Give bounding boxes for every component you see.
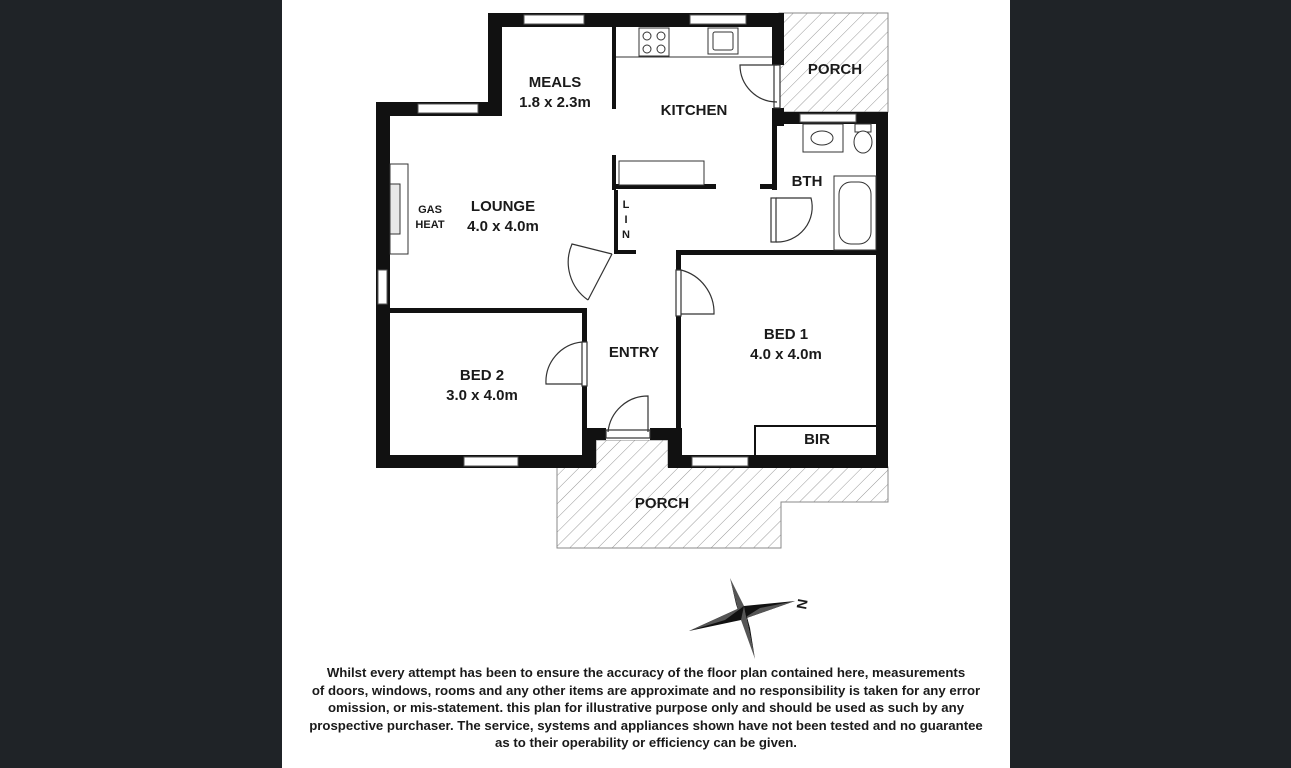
bed2-label: BED 2	[459, 367, 505, 384]
entry-label: ENTRY	[608, 344, 660, 361]
lounge-label: LOUNGE	[470, 198, 536, 215]
porch-rear-label: PORCH	[807, 61, 863, 78]
bir-label: BIR	[804, 431, 830, 448]
stove-icon	[639, 28, 669, 56]
bed2-dimensions: 3.0 x 4.0m	[446, 387, 518, 404]
linen-label-l: L	[622, 199, 630, 211]
disclaimer-line: of doors, windows, rooms and any other items are approximate and no responsibility is taken for any error	[311, 682, 981, 698]
floor-plan-sheet	[282, 0, 1010, 768]
gas-heat-label-line2: HEAT	[415, 219, 445, 231]
bathroom-label: BTH	[791, 173, 823, 190]
disclaimer-line: prospective purchaser. The service, systems and appliances shown have not been tested and no guarantee	[309, 717, 983, 733]
bathtub-icon	[834, 176, 876, 250]
compass-north-label: N	[793, 597, 811, 611]
fireplace-icon	[390, 164, 408, 254]
linen-label-i: I	[624, 214, 628, 226]
disclaimer-line: Whilst every attempt has been to ensure the accuracy of the floor plan contained here, measurements	[326, 665, 966, 680]
floor-plan-diagram	[282, 0, 1010, 660]
lounge-dimensions: 4.0 x 4.0m	[467, 218, 539, 235]
meals-dimensions: 1.8 x 2.3m	[519, 94, 591, 111]
bed1-label: BED 1	[763, 326, 809, 343]
bench-icon	[619, 161, 704, 185]
disclaimer-text	[300, 664, 992, 752]
disclaimer-line: as to their operability or efficiency can be given.	[495, 735, 797, 751]
disclaimer-line: omission, or mis-statement. this plan for illustrative purpose only and should be used as such by any	[327, 700, 965, 716]
compass-rose-icon	[689, 578, 811, 659]
meals-label: MEALS	[528, 74, 582, 91]
bed1-dimensions: 4.0 x 4.0m	[750, 346, 822, 363]
gas-heat-label-line1: GAS	[418, 204, 442, 216]
linen-label-n: N	[622, 229, 630, 241]
porch-front-label: PORCH	[634, 495, 690, 512]
bathroom-basin-icon	[803, 124, 843, 152]
kitchen-sink-icon	[708, 28, 738, 54]
toilet-icon	[854, 124, 872, 153]
kitchen-label: KITCHEN	[660, 102, 728, 119]
